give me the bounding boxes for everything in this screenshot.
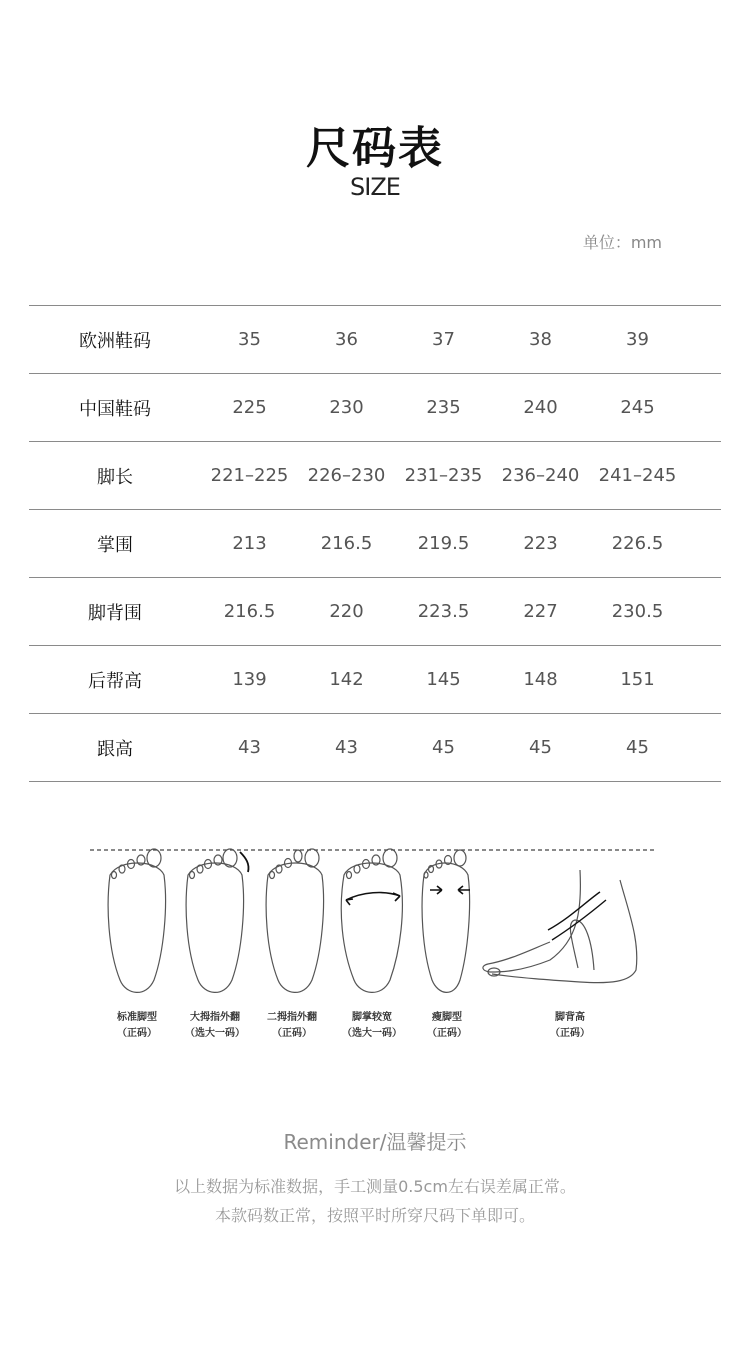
- table-cell: 219.5: [417, 533, 470, 554]
- size-table: [29, 305, 721, 782]
- table-cell: 231–235: [404, 465, 483, 486]
- table-cell: 45: [529, 737, 552, 758]
- foot-name-label: 二拇指外翻: [267, 1012, 317, 1023]
- standard-foot-icon: [108, 849, 165, 992]
- table-row: [29, 374, 721, 442]
- table-cell: 220: [329, 601, 364, 622]
- foot-name-label: 脚掌较宽: [352, 1012, 392, 1023]
- table-cell: 223: [523, 533, 558, 554]
- row-label: 欧洲鞋码: [79, 330, 151, 352]
- table-cell: 151: [620, 669, 655, 690]
- page-title: 尺码表: [306, 123, 444, 174]
- row-label: 中国鞋码: [79, 398, 151, 420]
- table-cell: 241–245: [598, 465, 677, 486]
- foot-advice-label: （正码）: [272, 1028, 312, 1039]
- table-cell: 36: [335, 329, 358, 350]
- row-label: 后帮高: [88, 670, 142, 692]
- table-row: [29, 510, 721, 578]
- second-toe-foot-icon: [266, 849, 323, 992]
- unit-label: 单位：mm: [582, 233, 662, 252]
- table-cell: 142: [329, 669, 364, 690]
- foot-name-label: 瘦脚型: [432, 1012, 462, 1023]
- foot-advice-label: （选大一码）: [185, 1028, 245, 1039]
- table-row: [29, 578, 721, 646]
- table-cell: 148: [523, 669, 558, 690]
- foot-name-label: 脚背高: [555, 1012, 585, 1023]
- row-label: 脚背围: [88, 602, 142, 624]
- table-cell: 145: [426, 669, 461, 690]
- table-cell: 139: [232, 669, 267, 690]
- table-cell: 223.5: [417, 601, 470, 622]
- table-cell: 213: [232, 533, 267, 554]
- foot-advice-label: （正码）: [117, 1028, 157, 1039]
- table-row: [29, 714, 721, 782]
- reminder-note: 以上数据为标准数据，手工测量0.5cm左右误差属正常。: [174, 1177, 576, 1196]
- table-cell: 221–225: [210, 465, 289, 486]
- foot-name-label: 标准脚型: [117, 1012, 157, 1023]
- table-cell: 39: [626, 329, 649, 350]
- reminder-note: 本款码数正常，按照平时所穿尺码下单即可。: [214, 1206, 535, 1225]
- table-cell: 37: [432, 329, 455, 350]
- table-cell: 236–240: [501, 465, 580, 486]
- table-cell: 245: [620, 397, 655, 418]
- table-row: [29, 306, 721, 374]
- table-cell: 227: [523, 601, 558, 622]
- table-cell: 38: [529, 329, 552, 350]
- table-cell: 216.5: [320, 533, 373, 554]
- table-cell: 45: [626, 737, 649, 758]
- reminder-title: Reminder/温馨提示: [283, 1130, 467, 1154]
- table-cell: 226.5: [611, 533, 664, 554]
- table-cell: 240: [523, 397, 558, 418]
- row-label: 掌围: [97, 534, 133, 556]
- table-row: [29, 646, 721, 714]
- table-cell: 35: [238, 329, 261, 350]
- foot-types-illustration: [80, 830, 670, 1050]
- table-cell: 45: [432, 737, 455, 758]
- table-row: [29, 442, 721, 510]
- foot-advice-label: （选大一码）: [342, 1028, 402, 1039]
- table-cell: 43: [335, 737, 358, 758]
- table-cell: 230: [329, 397, 364, 418]
- bunion-foot-icon: [186, 849, 248, 992]
- table-cell: 226–230: [307, 465, 386, 486]
- foot-advice-label: （正码）: [550, 1028, 590, 1039]
- foot-name-label: 大拇指外翻: [190, 1012, 240, 1023]
- row-label: 脚长: [97, 466, 133, 488]
- table-cell: 216.5: [223, 601, 276, 622]
- table-cell: 230.5: [611, 601, 664, 622]
- foot-advice-label: （正码）: [427, 1028, 467, 1039]
- row-label: 跟高: [97, 738, 133, 760]
- page-subtitle: SIZE: [350, 173, 400, 201]
- table-cell: 43: [238, 737, 261, 758]
- table-cell: 225: [232, 397, 267, 418]
- high-instep-foot-icon: [483, 870, 637, 983]
- slim-foot-icon: [422, 850, 470, 992]
- table-cell: 235: [426, 397, 461, 418]
- wide-foot-icon: [341, 849, 402, 992]
